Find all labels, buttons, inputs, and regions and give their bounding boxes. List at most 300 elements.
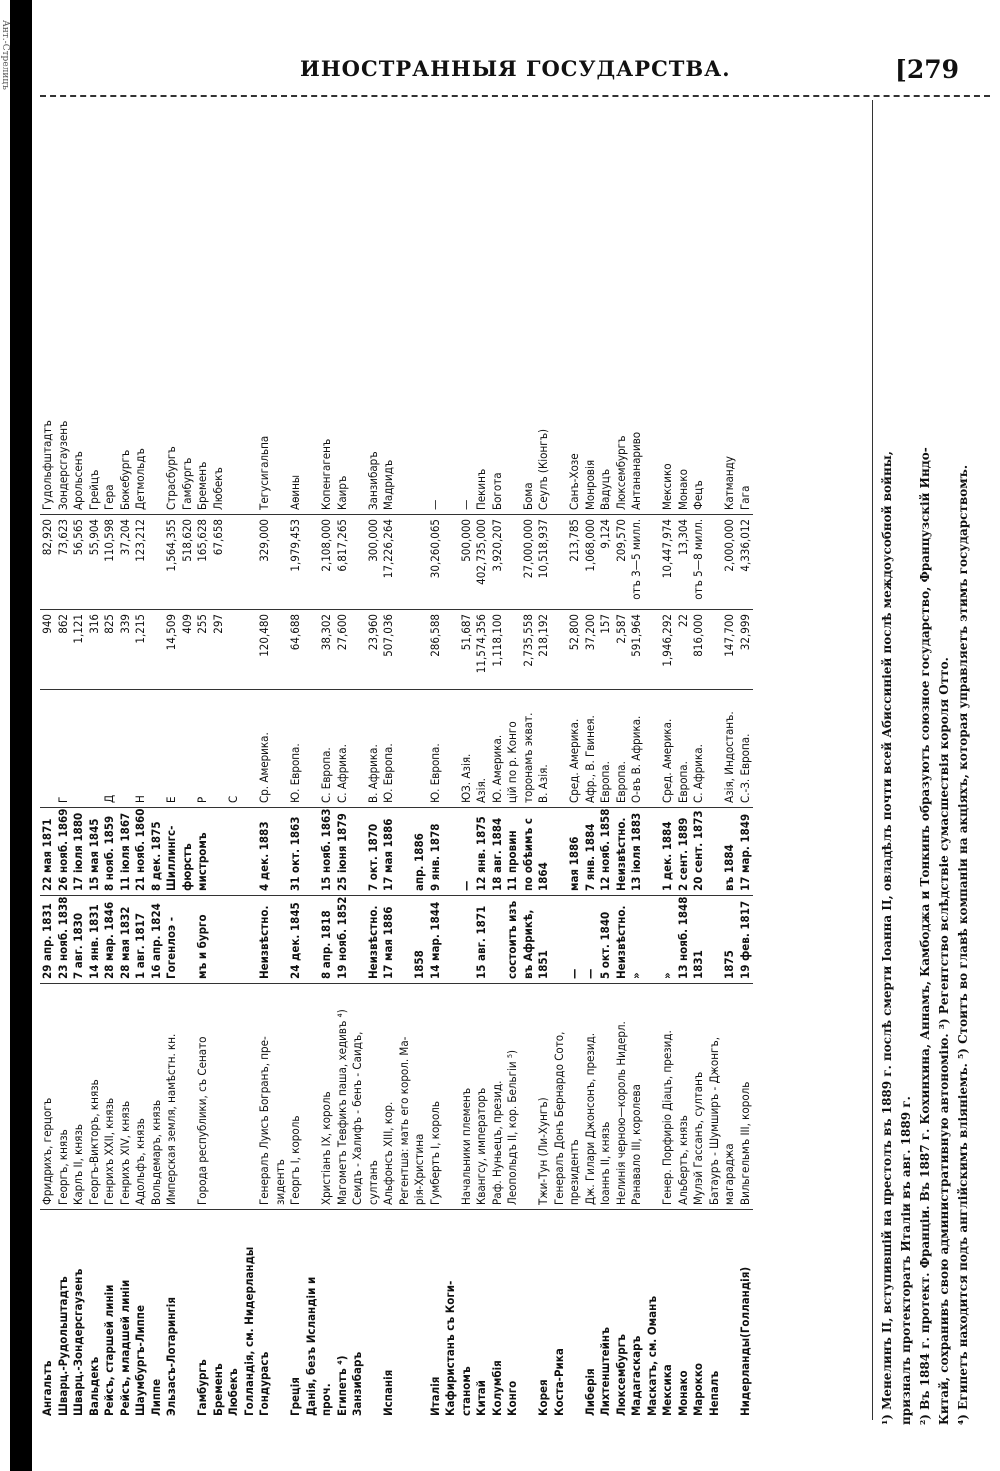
table-row xyxy=(257,100,273,1420)
ruler-cell: Квангсу, императоръ xyxy=(474,984,490,1210)
state-name-cell: Либерія xyxy=(582,1368,597,1416)
accession-date-cell: 21 нояб. 1860 xyxy=(133,808,149,896)
area-cell: 507,036 xyxy=(381,610,397,690)
binding-margin-text: Ант.-Стрелицъ xyxy=(0,20,10,90)
state-name-cell: станомъ xyxy=(458,1366,473,1416)
footnote: ¹) Менелинъ II, вступившій на престолъ въ 1889 г. послѣ смерти Іоанна II, овладѣлъ почти всей Абиссиніей послѣ междоусобной войны, xyxy=(880,451,894,1425)
region-cell: Г xyxy=(56,690,72,808)
capital-cell: Тегусигальпа xyxy=(257,100,273,515)
birth-date-cell xyxy=(273,896,289,984)
population-cell: 9,124 xyxy=(598,515,614,610)
capital-cell: — xyxy=(428,100,444,515)
table-row xyxy=(614,100,630,1420)
area-cell: 940 xyxy=(40,610,56,690)
state-name-cell: Лихтенштейнъ xyxy=(598,1327,612,1416)
capital-cell: Зондерсгаузенъ xyxy=(56,100,72,515)
population-cell: 1,564,355 xyxy=(164,515,180,610)
state-name-cell: Рейсъ, старшей линіи xyxy=(102,1284,116,1416)
birth-date-cell: 17 мая 1886 xyxy=(381,896,397,984)
ruler-cell: Батауръ - Шумширъ - Джонгъ, xyxy=(707,984,723,1210)
table-row xyxy=(288,100,304,1420)
state-name-cell: Эльзасъ-Лотарингія xyxy=(164,1297,178,1416)
ruler-cell: магараджа xyxy=(722,984,738,1210)
table-row xyxy=(195,100,211,1420)
population-cell xyxy=(304,515,320,610)
state-name-cell xyxy=(273,1210,289,1420)
birth-date-cell: Неизвѣстно. xyxy=(366,896,382,984)
region-cell xyxy=(118,690,134,808)
area-cell: 1,121 xyxy=(71,610,87,690)
area-cell: 816,000 xyxy=(691,610,707,690)
accession-date-cell: 7 окт. 1870 xyxy=(366,808,382,896)
region-cell: С.-З. Европа. xyxy=(738,690,754,808)
area-cell xyxy=(149,610,165,690)
population-cell xyxy=(443,515,459,610)
population-cell xyxy=(707,515,723,610)
birth-date-cell: въ Африкѣ, xyxy=(521,896,537,984)
footnote: ²) Въ 1884 г. протект. Франціи. Въ 1887 г. Кохинхина, Аннамъ, Камбоджа и Тонкинъ образуютъ союзное государство, Французскій Индо- xyxy=(918,447,932,1425)
ruler-cell: Альфонсъ XIII, кор. xyxy=(381,984,397,1210)
birth-date-cell: 13 нояб. 1848 xyxy=(676,896,692,984)
table-row xyxy=(211,100,227,1420)
ruler-cell: Генрихъ XXII, князь xyxy=(102,984,118,1210)
ruler-cell xyxy=(180,984,196,1210)
population-cell: 300,000 xyxy=(366,515,382,610)
table-row xyxy=(691,100,707,1420)
area-cell: 22 xyxy=(676,610,692,690)
table-row xyxy=(428,100,444,1420)
ruler-cell: Леопольдъ II, кор. Бельгіи ⁵) xyxy=(505,984,521,1210)
population-cell: отъ 3—5 милл. xyxy=(629,515,645,610)
table-row xyxy=(490,100,506,1420)
accession-date-cell: 8 нояб. 1859 xyxy=(102,808,118,896)
state-name-cell: Рейсъ, младшей линіи xyxy=(117,1279,132,1416)
capital-cell: Мадридъ xyxy=(381,100,397,515)
table-row xyxy=(381,100,397,1420)
accession-date-cell: 17 іюля 1880 xyxy=(71,808,87,896)
state-name-cell: Китай xyxy=(474,1380,488,1416)
area-cell: 409 xyxy=(180,610,196,690)
ruler-cell xyxy=(211,984,227,1210)
accession-date-cell: 4 дек. 1883 xyxy=(257,808,273,896)
birth-date-cell: 8 апр. 1818 xyxy=(319,896,335,984)
region-cell: Д xyxy=(102,690,118,808)
region-cell: В. Азія. xyxy=(536,690,552,808)
capital-cell: Бременъ xyxy=(195,100,211,515)
region-cell: Сред. Америка. xyxy=(660,690,676,808)
ruler-cell: зидентъ xyxy=(273,984,289,1210)
capital-cell: Гамбургъ xyxy=(180,100,196,515)
state-name-cell: Италія xyxy=(427,1376,442,1416)
region-cell xyxy=(552,690,568,808)
capital-cell: Любекъ xyxy=(211,100,227,515)
capital-cell: Пекинъ xyxy=(474,100,490,515)
state-name-cell: Люксембургъ xyxy=(613,1334,628,1416)
birth-date-cell xyxy=(397,896,413,984)
table-row xyxy=(474,100,490,1420)
footnote-rule xyxy=(872,100,873,1420)
header-rule xyxy=(40,95,990,97)
accession-date-cell: мистромъ xyxy=(195,808,211,896)
birth-date-cell: 15 авг. 1871 xyxy=(474,896,490,984)
area-cell: 1,215 xyxy=(133,610,149,690)
state-name-cell xyxy=(567,1210,583,1420)
table-row xyxy=(676,100,692,1420)
area-cell xyxy=(242,610,258,690)
population-cell: отъ 5—8 милл. xyxy=(691,515,707,610)
ruler-cell: Генрихъ XIV, князь xyxy=(118,984,134,1210)
accession-date-cell xyxy=(707,808,723,896)
table-row xyxy=(350,100,366,1420)
ruler-cell: Раф. Нуньецъ, презид. xyxy=(490,984,506,1210)
table-row xyxy=(180,100,196,1420)
capital-cell xyxy=(350,100,366,515)
ruler-cell: султанъ xyxy=(366,984,382,1210)
birth-date-cell: 1858 xyxy=(412,896,428,984)
birth-date-cell: 5 окт. 1840 xyxy=(598,896,614,984)
capital-cell xyxy=(552,100,568,515)
table-row xyxy=(459,100,475,1420)
population-cell xyxy=(552,515,568,610)
state-name-cell: Марокко xyxy=(691,1363,705,1416)
birth-date-cell: 1 авг. 1817 xyxy=(133,896,149,984)
population-cell: 82,920 xyxy=(40,515,56,610)
region-cell xyxy=(149,690,165,808)
area-cell: 591,964 xyxy=(629,610,645,690)
capital-cell: Гага xyxy=(738,100,754,515)
population-cell: 209,570 xyxy=(614,515,630,610)
table-row xyxy=(536,100,552,1420)
population-cell: 110,598 xyxy=(102,515,118,610)
birth-date-cell: 14 мар. 1844 xyxy=(428,896,444,984)
area-cell: 2,587 xyxy=(614,610,630,690)
population-cell: 10,518,937 xyxy=(536,515,552,610)
state-name-cell: Мексика xyxy=(660,1364,674,1416)
region-cell xyxy=(87,690,103,808)
state-name-cell: Шаумбургъ-Липпе xyxy=(133,1305,147,1416)
region-cell xyxy=(40,690,56,808)
accession-date-cell: апр. 1886 xyxy=(412,808,428,896)
table-row xyxy=(319,100,335,1420)
state-name-cell: Маскатъ, см. Оманъ xyxy=(644,1296,659,1416)
table-row xyxy=(56,100,72,1420)
population-cell xyxy=(226,515,242,610)
area-cell: 32,999 xyxy=(738,610,754,690)
region-cell: Сред. Америка. xyxy=(567,690,583,808)
birth-date-cell: 14 янв. 1831 xyxy=(87,896,103,984)
birth-date-cell: 29 апр. 1831 xyxy=(40,896,56,984)
birth-date-cell: Гогенлоэ - xyxy=(164,896,180,984)
area-cell xyxy=(412,610,428,690)
ruler-cell: Генер. Порфиріо Діацъ, презид. xyxy=(660,984,676,1210)
area-cell xyxy=(505,610,521,690)
capital-cell: Детмольдъ xyxy=(133,100,149,515)
accession-date-cell: 31 окт. 1863 xyxy=(288,808,304,896)
area-cell: 1,118,100 xyxy=(490,610,506,690)
ruler-cell: Христіанъ IX, король xyxy=(319,984,335,1210)
capital-cell xyxy=(226,100,242,515)
state-name-cell: Мадагаскаръ xyxy=(629,1335,643,1416)
area-cell: 52,800 xyxy=(567,610,583,690)
region-cell xyxy=(304,690,320,808)
region-cell: Ю. Европа. xyxy=(381,690,397,808)
state-name-cell xyxy=(412,1210,428,1420)
capital-cell: Фецъ xyxy=(691,100,707,515)
accession-date-cell: въ 1884 xyxy=(722,808,738,896)
region-cell: Европа. xyxy=(598,690,614,808)
population-cell: 30,260,065 xyxy=(428,515,444,610)
footnotes xyxy=(878,95,988,1425)
binding-edge xyxy=(10,0,32,1471)
state-name-cell: Гамбургъ xyxy=(195,1359,209,1416)
accession-date-cell: 22 мая 1871 xyxy=(40,808,56,896)
ruler-cell xyxy=(443,984,459,1210)
region-cell: торонамъ экват. xyxy=(521,690,537,808)
capital-cell xyxy=(707,100,723,515)
population-cell xyxy=(412,515,428,610)
population-cell xyxy=(242,515,258,610)
ruler-cell: Генералъ Луисъ Богранъ, пре- xyxy=(257,984,273,1210)
accession-date-cell: 1864 xyxy=(536,808,552,896)
ruler-cell: Регентша: мать его корол. Ма- xyxy=(397,984,413,1210)
area-cell: 2,735,558 xyxy=(521,610,537,690)
population-cell: 73,623 xyxy=(56,515,72,610)
ruler-cell: Начальники племенъ xyxy=(459,984,475,1210)
table-row xyxy=(629,100,645,1420)
ruler-cell: Магометъ Тевфикъ паша, хедивъ ⁴) xyxy=(335,984,351,1210)
ruler-cell xyxy=(645,984,661,1210)
state-name-cell: Конго xyxy=(505,1380,519,1416)
population-cell xyxy=(350,515,366,610)
capital-cell: Монако xyxy=(676,100,692,515)
area-cell: 825 xyxy=(102,610,118,690)
region-cell: Р xyxy=(195,690,211,808)
state-name-cell: Ангальтъ xyxy=(40,1360,54,1416)
state-name-cell: проч. xyxy=(319,1383,333,1416)
area-cell: 27,600 xyxy=(335,610,351,690)
birth-date-cell xyxy=(459,896,475,984)
accession-date-cell: 18 авг. 1884 xyxy=(490,808,506,896)
state-name-cell: Египетъ ⁴) xyxy=(334,1355,349,1416)
area-cell: 316 xyxy=(87,610,103,690)
table-row xyxy=(71,100,87,1420)
birth-date-cell: 1851 xyxy=(536,896,552,984)
table-row xyxy=(164,100,180,1420)
state-name-cell: Испанія xyxy=(381,1369,395,1416)
population-cell: 1,979,453 xyxy=(288,515,304,610)
birth-date-cell: 24 дек. 1845 xyxy=(288,896,304,984)
accession-date-cell: 7 янв. 1884 xyxy=(583,808,599,896)
birth-date-cell: 7 авг. 1830 xyxy=(71,896,87,984)
table-row xyxy=(273,100,289,1420)
state-name-cell: Монако xyxy=(675,1370,690,1416)
capital-cell xyxy=(304,100,320,515)
state-name-cell: Голландія, см. Нидерланды xyxy=(241,1246,256,1416)
table-row xyxy=(443,100,459,1420)
accession-date-cell xyxy=(273,808,289,896)
population-cell: 55,904 xyxy=(87,515,103,610)
birth-date-cell xyxy=(180,896,196,984)
birth-date-cell xyxy=(443,896,459,984)
capital-cell: — xyxy=(459,100,475,515)
ruler-cell: Генералъ Донъ Бернардо Сото, xyxy=(552,984,568,1210)
area-cell: 1,946,292 xyxy=(660,610,676,690)
area-cell xyxy=(707,610,723,690)
capital-cell: Вадуцъ xyxy=(598,100,614,515)
birth-date-cell xyxy=(490,896,506,984)
table-row xyxy=(598,100,614,1420)
state-name-cell: Корея xyxy=(536,1379,550,1416)
accession-date-cell xyxy=(242,808,258,896)
table-row xyxy=(738,100,754,1420)
state-name-cell: Нидерланды(Голландія) xyxy=(737,1266,752,1416)
area-cell xyxy=(273,610,289,690)
accession-date-cell: 2 сент. 1889 xyxy=(676,808,692,896)
state-name-cell: Шварц.-Зондерсгаузенъ xyxy=(71,1268,85,1416)
table-row xyxy=(102,100,118,1420)
area-cell: 38,302 xyxy=(319,610,335,690)
area-cell: 157 xyxy=(598,610,614,690)
running-head: ИНОСТРАННЫЯ ГОСУДАРСТВА. xyxy=(300,56,731,81)
region-cell xyxy=(645,690,661,808)
birth-date-cell: Неизвѣстно. xyxy=(257,896,273,984)
population-cell: 27,000,000 xyxy=(521,515,537,610)
capital-cell: Сеулъ (Кіонгъ) xyxy=(536,100,552,515)
area-cell: 147,700 xyxy=(722,610,738,690)
population-cell: 2,000,000 xyxy=(722,515,738,610)
area-cell: 37,200 xyxy=(583,610,599,690)
region-cell xyxy=(242,690,258,808)
accession-date-cell xyxy=(350,808,366,896)
state-name-cell: Гондурасъ xyxy=(257,1351,271,1416)
birth-date-cell xyxy=(304,896,320,984)
population-cell: 213,785 xyxy=(567,515,583,610)
footnote: призналъ протекторатъ Италіи въ авг. 1889 г. xyxy=(899,1096,913,1425)
region-cell: Европа. xyxy=(676,690,692,808)
birth-date-cell: 19 фев. 1817 xyxy=(738,896,754,984)
area-cell: 51,687 xyxy=(459,610,475,690)
birth-date-cell xyxy=(242,896,258,984)
state-name-cell xyxy=(397,1210,413,1420)
accession-date-cell: Шиллингс- xyxy=(164,808,180,896)
capital-cell: Люксембургъ xyxy=(614,100,630,515)
ruler-cell: рія-Христина xyxy=(412,984,428,1210)
area-cell: 11,574,356 xyxy=(474,610,490,690)
birth-date-cell: 19 нояб. 1852 xyxy=(335,896,351,984)
accession-date-cell: 25 іюня 1879 xyxy=(335,808,351,896)
table-row xyxy=(87,100,103,1420)
ruler-cell: Ранавало III, королева xyxy=(629,984,645,1210)
area-cell xyxy=(443,610,459,690)
accession-date-cell: фюрстъ xyxy=(180,808,196,896)
accession-date-cell: 26 нояб. 1869 xyxy=(56,808,72,896)
state-name-cell: Липпе xyxy=(148,1378,163,1416)
region-cell: ЮЗ. Азія. xyxy=(459,690,475,808)
capital-cell: Копенгагенъ xyxy=(319,100,335,515)
birth-date-cell: 1875 xyxy=(722,896,738,984)
ruler-cell: Тжи-Тун (Ли-Хунгъ) xyxy=(536,984,552,1210)
region-cell: В. Африка. xyxy=(366,690,382,808)
accession-date-cell: 17 мая 1886 xyxy=(381,808,397,896)
population-cell xyxy=(149,515,165,610)
birth-date-cell: 28 мар. 1846 xyxy=(102,896,118,984)
footnote: Китай, сохранивъ свою административную автономію. ³) Регентство вслѣдствіе сумасшествія короля Отто. xyxy=(937,657,951,1425)
population-cell: 329,000 xyxy=(257,515,273,610)
ruler-cell: Іоаннъ II, князь xyxy=(598,984,614,1210)
accession-date-cell: 12 нояб. 1858 xyxy=(598,808,614,896)
state-name-cell xyxy=(521,1210,537,1420)
accession-date-cell: Неизвѣстно. xyxy=(614,808,630,896)
capital-cell: Занзибаръ xyxy=(366,100,382,515)
region-cell: С. Африка. xyxy=(335,690,351,808)
table-row xyxy=(304,100,320,1420)
birth-date-cell: 1831 xyxy=(691,896,707,984)
capital-cell xyxy=(443,100,459,515)
accession-date-cell xyxy=(443,808,459,896)
birth-date-cell xyxy=(226,896,242,984)
accession-date-cell: 9 янв. 1878 xyxy=(428,808,444,896)
population-cell: 13,304 xyxy=(676,515,692,610)
region-cell xyxy=(412,690,428,808)
capital-cell: Бюкебургъ xyxy=(118,100,134,515)
area-cell xyxy=(304,610,320,690)
birth-date-cell: Неизвѣстно. xyxy=(614,896,630,984)
area-cell xyxy=(397,610,413,690)
accession-date-cell xyxy=(226,808,242,896)
table-row xyxy=(521,100,537,1420)
state-name-cell: Греція xyxy=(288,1377,302,1416)
accession-date-cell: 12 янв. 1875 xyxy=(474,808,490,896)
ruler-cell xyxy=(226,984,242,1210)
ruler-cell: Альбертъ, князь xyxy=(676,984,692,1210)
ruler-cell: Имперская земля, намѣстн. кн. xyxy=(164,984,180,1210)
population-cell xyxy=(645,515,661,610)
accession-date-cell: 15 мая 1845 xyxy=(87,808,103,896)
ruler-cell xyxy=(521,984,537,1210)
birth-date-cell xyxy=(707,896,723,984)
ruler-cell: Георгъ, князь xyxy=(56,984,72,1210)
accession-date-cell: мая 1886 xyxy=(567,808,583,896)
ruler-cell: Вильгельмъ III, король xyxy=(738,984,754,1210)
capital-cell: Антананариво xyxy=(629,100,645,515)
capital-cell: Мексико xyxy=(660,100,676,515)
capital-cell xyxy=(505,100,521,515)
population-cell: 1,068,000 xyxy=(583,515,599,610)
population-cell: 3,920,207 xyxy=(490,515,506,610)
region-cell: С. Европа. xyxy=(319,690,335,808)
table-row xyxy=(412,100,428,1420)
footnote: ⁴) Египетъ находится подъ англійскимъ вліяніемъ. ⁵) Стоитъ во главѣ компаніи на акціяхъ, которая управляетъ этимъ государствомъ. xyxy=(956,464,970,1425)
capital-cell: Катманду xyxy=(722,100,738,515)
page-number: [279 xyxy=(895,55,960,84)
region-cell: О-въ В. Африка. xyxy=(629,690,645,808)
birth-date-cell: — xyxy=(583,896,599,984)
capital-cell: Богота xyxy=(490,100,506,515)
population-cell: 4,336,012 xyxy=(738,515,754,610)
population-cell: 402,735,000 xyxy=(474,515,490,610)
accession-date-cell xyxy=(304,808,320,896)
region-cell: Афр., В. Гвинея. xyxy=(583,690,599,808)
table-row xyxy=(242,100,258,1420)
population-cell: 2,108,000 xyxy=(319,515,335,610)
capital-cell: Гудольфштадтъ xyxy=(40,100,56,515)
area-cell: 297 xyxy=(211,610,227,690)
region-cell xyxy=(273,690,289,808)
accession-date-cell: по обѣимъ с xyxy=(521,808,537,896)
population-cell: 56,565 xyxy=(71,515,87,610)
ruler-cell xyxy=(242,984,258,1210)
states-table xyxy=(40,100,870,1420)
